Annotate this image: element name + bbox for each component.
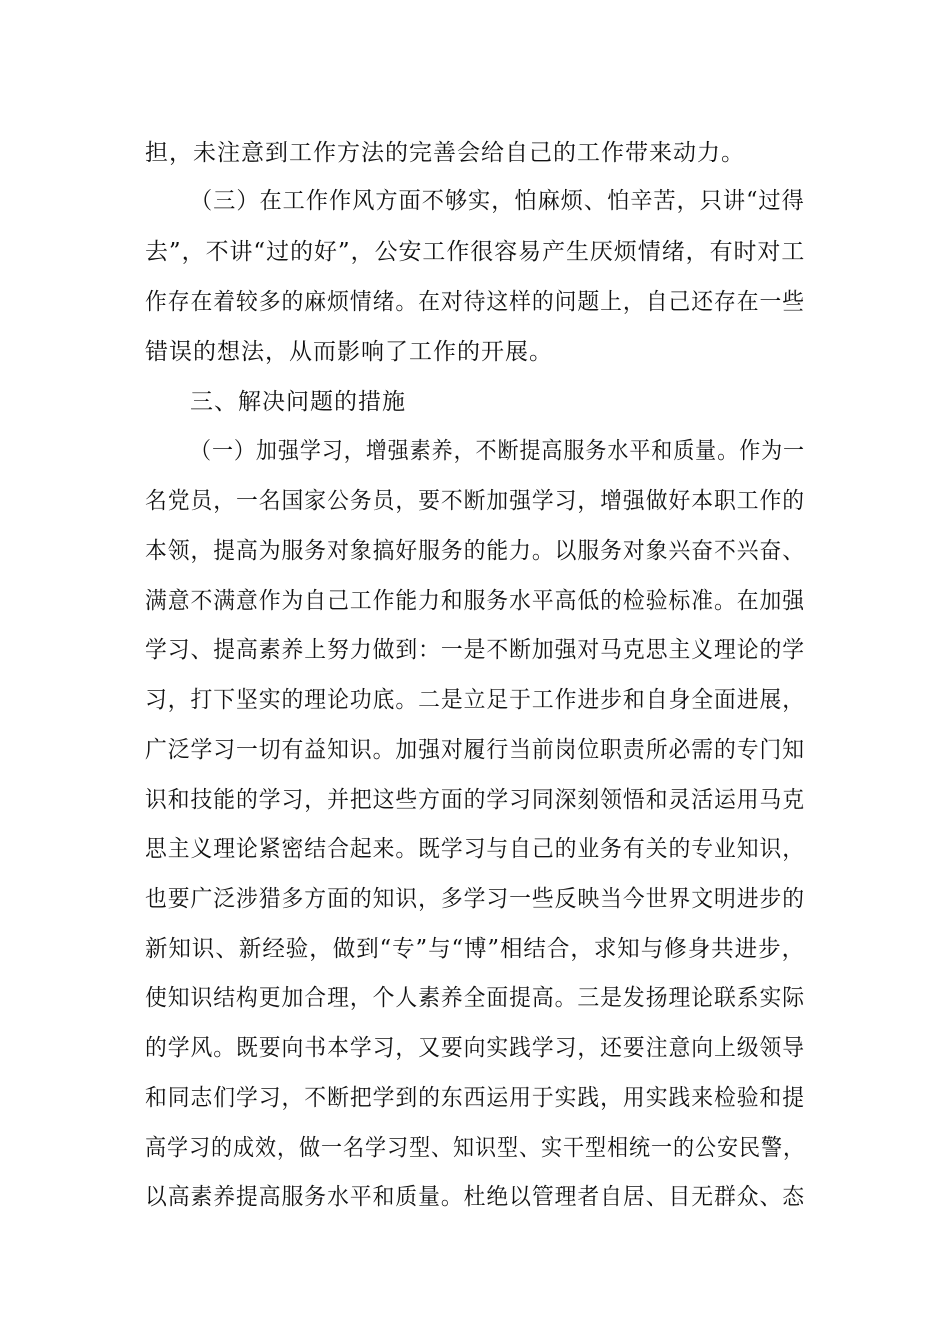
text-line: （三）在工作作风方面不够实，怕麻烦、怕辛苦，只讲“过得 bbox=[190, 188, 805, 214]
text-line: 担，未注意到工作方法的完善会给自己的工作带来动力。 bbox=[145, 140, 745, 166]
text-line: 习，打下坚实的理论功底。二是立足于工作进步和自身全面进展， bbox=[145, 687, 805, 713]
text-line: 满意不满意作为自己工作能力和服务水平高低的检验标准。在加强 bbox=[145, 588, 805, 614]
text-line: 也要广泛涉猎多方面的知识，多学习一些反映当今世界文明进步的 bbox=[145, 886, 805, 912]
text-line: 去”，不讲“过的好”，公安工作很容易产生厌烦情绪，有时对工 bbox=[145, 239, 806, 265]
section-heading: 三、解决问题的措施 bbox=[190, 389, 406, 415]
text-line: 和同志们学习，不断把学到的东西运用于实践，用实践来检验和提 bbox=[145, 1085, 805, 1111]
text-line: 以高素养提高服务水平和质量。杜绝以管理者自居、目无群众、态 bbox=[145, 1184, 805, 1210]
text-line: 思主义理论紧密结合起来。既学习与自己的业务有关的专业知识， bbox=[145, 836, 805, 862]
text-line: 的学风。既要向书本学习，又要向实践学习，还要注意向上级领导 bbox=[145, 1035, 805, 1061]
text-line: 作存在着较多的麻烦情绪。在对待这样的问题上，自己还存在一些 bbox=[145, 289, 805, 315]
text-line: 高学习的成效，做一名学习型、知识型、实干型相统一的公安民警， bbox=[145, 1135, 805, 1161]
text-line: 本领，提高为服务对象搞好服务的能力。以服务对象兴奋不兴奋、 bbox=[145, 538, 805, 564]
text-line: 识和技能的学习，并把这些方面的学习同深刻领悟和灵活运用马克 bbox=[145, 787, 805, 813]
text-line: 名党员，一名国家公务员，要不断加强学习，增强做好本职工作的 bbox=[145, 488, 805, 514]
text-line: 使知识结构更加合理，个人素养全面提高。三是发扬理论联系实际 bbox=[145, 985, 805, 1011]
text-line: 错误的想法，从而影响了工作的开展。 bbox=[145, 339, 553, 365]
text-line: 新知识、新经验，做到“专”与“博”相结合，求知与修身共进步， bbox=[145, 936, 806, 962]
text-line: 学习、提高素养上努力做到：一是不断加强对马克思主义理论的学 bbox=[145, 637, 805, 663]
text-line: 广泛学习一切有益知识。加强对履行当前岗位职责所必需的专门知 bbox=[145, 737, 805, 763]
text-line: （一）加强学习，增强素养，不断提高服务水平和质量。作为一 bbox=[190, 438, 805, 464]
